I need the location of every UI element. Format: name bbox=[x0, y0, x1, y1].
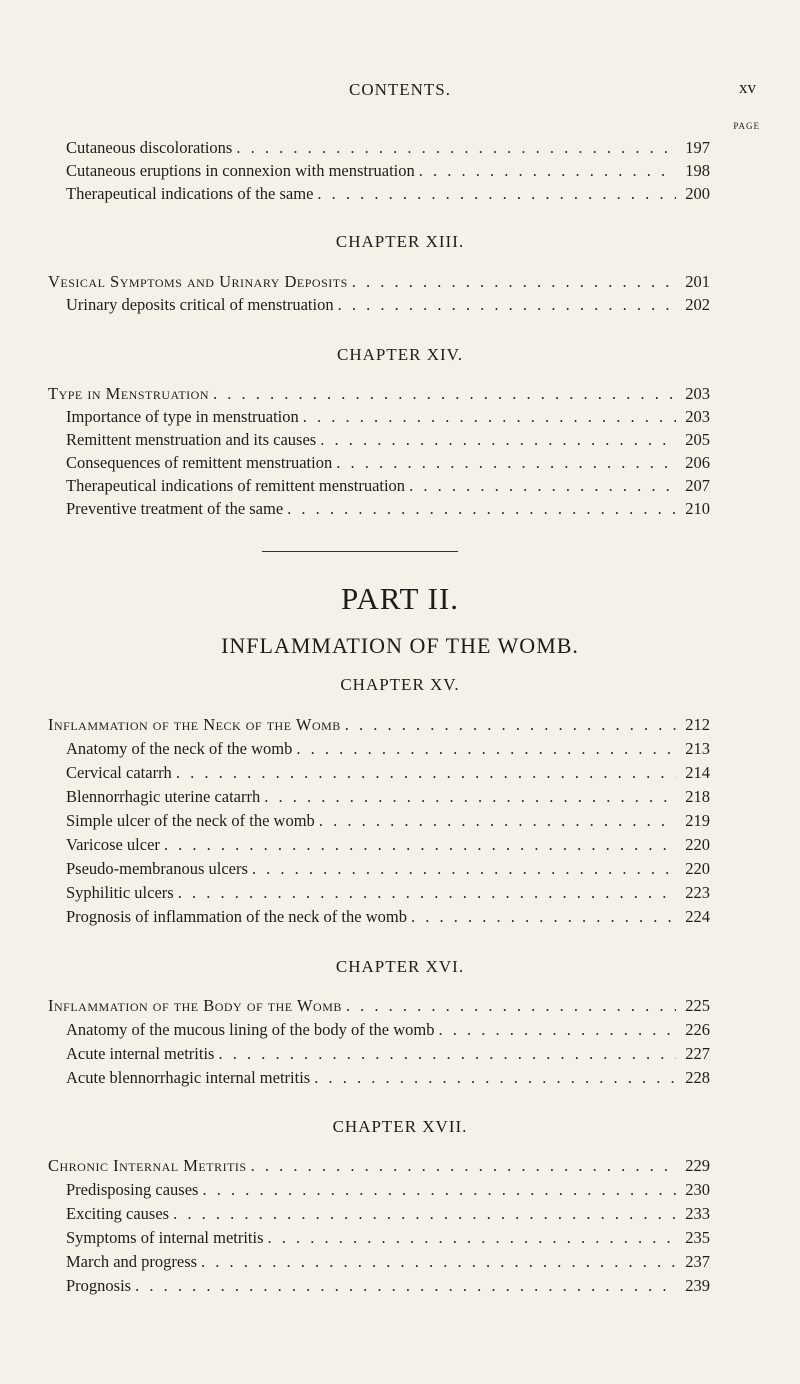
entry-page: 239 bbox=[685, 1276, 710, 1295]
leader-dots bbox=[201, 1252, 676, 1272]
toc-entry bbox=[66, 138, 710, 160]
entry-label: Blennorrhagic uterine catarrh bbox=[66, 787, 261, 806]
entry-page: 205 bbox=[685, 430, 710, 449]
entry-label: Type in Menstruation bbox=[48, 384, 209, 403]
toc-entry-main bbox=[48, 715, 710, 737]
entry-page: 213 bbox=[685, 739, 710, 758]
entry-page: 218 bbox=[685, 787, 710, 806]
leader-dots bbox=[303, 407, 676, 427]
leader-dots bbox=[135, 1276, 676, 1296]
toc-entry bbox=[66, 161, 710, 183]
running-head bbox=[0, 80, 800, 104]
entry-page: 227 bbox=[685, 1044, 710, 1063]
entry-label: Pseudo-membranous ulcers bbox=[66, 859, 248, 878]
leader-dots bbox=[173, 1204, 676, 1224]
entry-page: 225 bbox=[685, 996, 710, 1015]
leader-dots bbox=[345, 715, 676, 735]
toc-entry bbox=[66, 1180, 710, 1202]
entry-page: 202 bbox=[685, 295, 710, 314]
chapter-heading: CHAPTER XV. bbox=[340, 675, 460, 694]
toc-entry bbox=[66, 1252, 710, 1274]
entry-label: Chronic Internal Metritis bbox=[48, 1156, 247, 1175]
entry-label: Vesical Symptoms and Urinary Deposits bbox=[48, 272, 348, 291]
toc-entry bbox=[66, 1044, 710, 1066]
entry-label: Preventive treatment of the same bbox=[66, 499, 284, 518]
leader-dots bbox=[264, 787, 676, 807]
entry-page: 224 bbox=[685, 907, 710, 926]
leader-dots bbox=[411, 907, 676, 927]
leader-dots bbox=[314, 1068, 676, 1088]
toc-entry bbox=[66, 1204, 710, 1226]
toc-entry bbox=[66, 1228, 710, 1250]
toc-entry bbox=[66, 1020, 710, 1042]
entry-label: Therapeutical indications of the same bbox=[66, 184, 314, 203]
toc-entry bbox=[66, 295, 710, 317]
running-title: CONTENTS. bbox=[348, 80, 452, 99]
entry-page: 237 bbox=[685, 1252, 710, 1271]
entry-label: Consequences of remittent menstruation bbox=[66, 453, 333, 472]
entry-page: 210 bbox=[685, 499, 710, 518]
entry-label: Inflammation of the Body of the Womb bbox=[48, 996, 342, 1015]
entry-page: 206 bbox=[685, 453, 710, 472]
entry-label: Symptoms of internal metritis bbox=[66, 1228, 264, 1247]
leader-dots bbox=[178, 883, 676, 903]
leader-dots bbox=[164, 835, 676, 855]
entry-page: 220 bbox=[685, 859, 710, 878]
entry-label: Acute blennorrhagic internal metritis bbox=[66, 1068, 311, 1087]
leader-dots bbox=[218, 1044, 676, 1064]
entry-page: 201 bbox=[685, 272, 710, 291]
entry-page: 203 bbox=[685, 384, 710, 403]
entry-label: Simple ulcer of the neck of the womb bbox=[66, 811, 315, 830]
leader-dots bbox=[268, 1228, 676, 1248]
part-title: PART II. bbox=[340, 581, 460, 616]
toc-entry-main bbox=[48, 272, 710, 294]
entry-label: Syphilitic ulcers bbox=[66, 883, 174, 902]
entry-page: 207 bbox=[685, 476, 710, 495]
leader-dots bbox=[202, 1180, 676, 1200]
toc-entry bbox=[66, 835, 710, 857]
entry-label: Exciting causes bbox=[66, 1204, 170, 1223]
entry-label: Prognosis of inflammation of the neck of the womb bbox=[66, 907, 407, 926]
toc-entry bbox=[66, 811, 710, 833]
toc-entry bbox=[66, 763, 710, 785]
leader-dots bbox=[336, 453, 676, 473]
toc-entry bbox=[66, 476, 710, 498]
entry-label: Acute internal metritis bbox=[66, 1044, 215, 1063]
entry-page: 233 bbox=[685, 1204, 710, 1223]
toc-entry bbox=[66, 430, 710, 452]
entry-label: Anatomy of the neck of the womb bbox=[66, 739, 293, 758]
toc-entry bbox=[66, 787, 710, 809]
entry-page: 230 bbox=[685, 1180, 710, 1199]
entry-label: Cervical catarrh bbox=[66, 763, 172, 782]
entry-label: Varicose ulcer bbox=[66, 835, 160, 854]
entry-label: Anatomy of the mucous lining of the body of the womb bbox=[66, 1020, 435, 1039]
divider-rule bbox=[262, 551, 458, 552]
entry-page: 198 bbox=[685, 161, 710, 180]
entry-page: 219 bbox=[685, 811, 710, 830]
entry-page: 203 bbox=[685, 407, 710, 426]
toc-entry bbox=[66, 739, 710, 761]
toc-entry-main bbox=[48, 384, 710, 406]
leader-dots bbox=[213, 384, 676, 404]
leader-dots bbox=[236, 138, 676, 158]
toc-entry bbox=[66, 859, 710, 881]
page-column-label: PAGE bbox=[733, 121, 760, 131]
leader-dots bbox=[251, 1156, 676, 1176]
entry-label: Importance of type in menstruation bbox=[66, 407, 299, 426]
toc-entry-main bbox=[48, 996, 710, 1018]
leader-dots bbox=[252, 859, 676, 879]
entry-page: 223 bbox=[685, 883, 710, 902]
chapter-heading: CHAPTER XVI. bbox=[335, 957, 465, 976]
entry-page: 235 bbox=[685, 1228, 710, 1247]
folio: xv bbox=[739, 78, 756, 97]
toc-entry-main bbox=[48, 1156, 710, 1178]
entry-label: Remittent menstruation and its causes bbox=[66, 430, 317, 449]
entry-page: 212 bbox=[685, 715, 710, 734]
leader-dots bbox=[409, 476, 676, 496]
entry-page: 197 bbox=[685, 138, 710, 157]
entry-page: 226 bbox=[685, 1020, 710, 1039]
entry-page: 220 bbox=[685, 835, 710, 854]
entry-page: 228 bbox=[685, 1068, 710, 1087]
entry-label: Cutaneous eruptions in connexion with menstruation bbox=[66, 161, 415, 180]
part-subtitle: INFLAMMATION OF THE WOMB. bbox=[221, 633, 579, 658]
toc-entry bbox=[66, 883, 710, 905]
leader-dots bbox=[419, 161, 676, 181]
toc-entry bbox=[66, 1068, 710, 1090]
entry-label: Prognosis bbox=[66, 1276, 132, 1295]
leader-dots bbox=[296, 739, 676, 759]
toc-entry bbox=[66, 453, 710, 475]
chapter-heading: CHAPTER XIV. bbox=[337, 345, 463, 364]
toc-entry bbox=[66, 184, 710, 206]
entry-label: Therapeutical indications of remittent menstruation bbox=[66, 476, 406, 495]
leader-dots bbox=[176, 763, 676, 783]
leader-dots bbox=[317, 184, 676, 204]
chapter-heading: CHAPTER XVII. bbox=[332, 1117, 468, 1136]
entry-label: Inflammation of the Neck of the Womb bbox=[48, 715, 341, 734]
leader-dots bbox=[438, 1020, 676, 1040]
entry-label: March and progress bbox=[66, 1252, 198, 1271]
leader-dots bbox=[287, 499, 676, 519]
entry-page: 200 bbox=[685, 184, 710, 203]
chapter-heading: CHAPTER XIII. bbox=[335, 232, 465, 251]
entry-label: Predisposing causes bbox=[66, 1180, 199, 1199]
leader-dots bbox=[352, 272, 676, 292]
leader-dots bbox=[320, 430, 676, 450]
toc-entry bbox=[66, 907, 710, 929]
entry-label: Cutaneous discolorations bbox=[66, 138, 233, 157]
entry-page: 214 bbox=[685, 763, 710, 782]
leader-dots bbox=[346, 996, 676, 1016]
toc-entry bbox=[66, 1276, 710, 1298]
toc-entry bbox=[66, 407, 710, 429]
leader-dots bbox=[319, 811, 676, 831]
entry-label: Urinary deposits critical of menstruation bbox=[66, 295, 334, 314]
entry-page: 229 bbox=[685, 1156, 710, 1175]
leader-dots bbox=[338, 295, 676, 315]
toc-entry bbox=[66, 499, 710, 521]
